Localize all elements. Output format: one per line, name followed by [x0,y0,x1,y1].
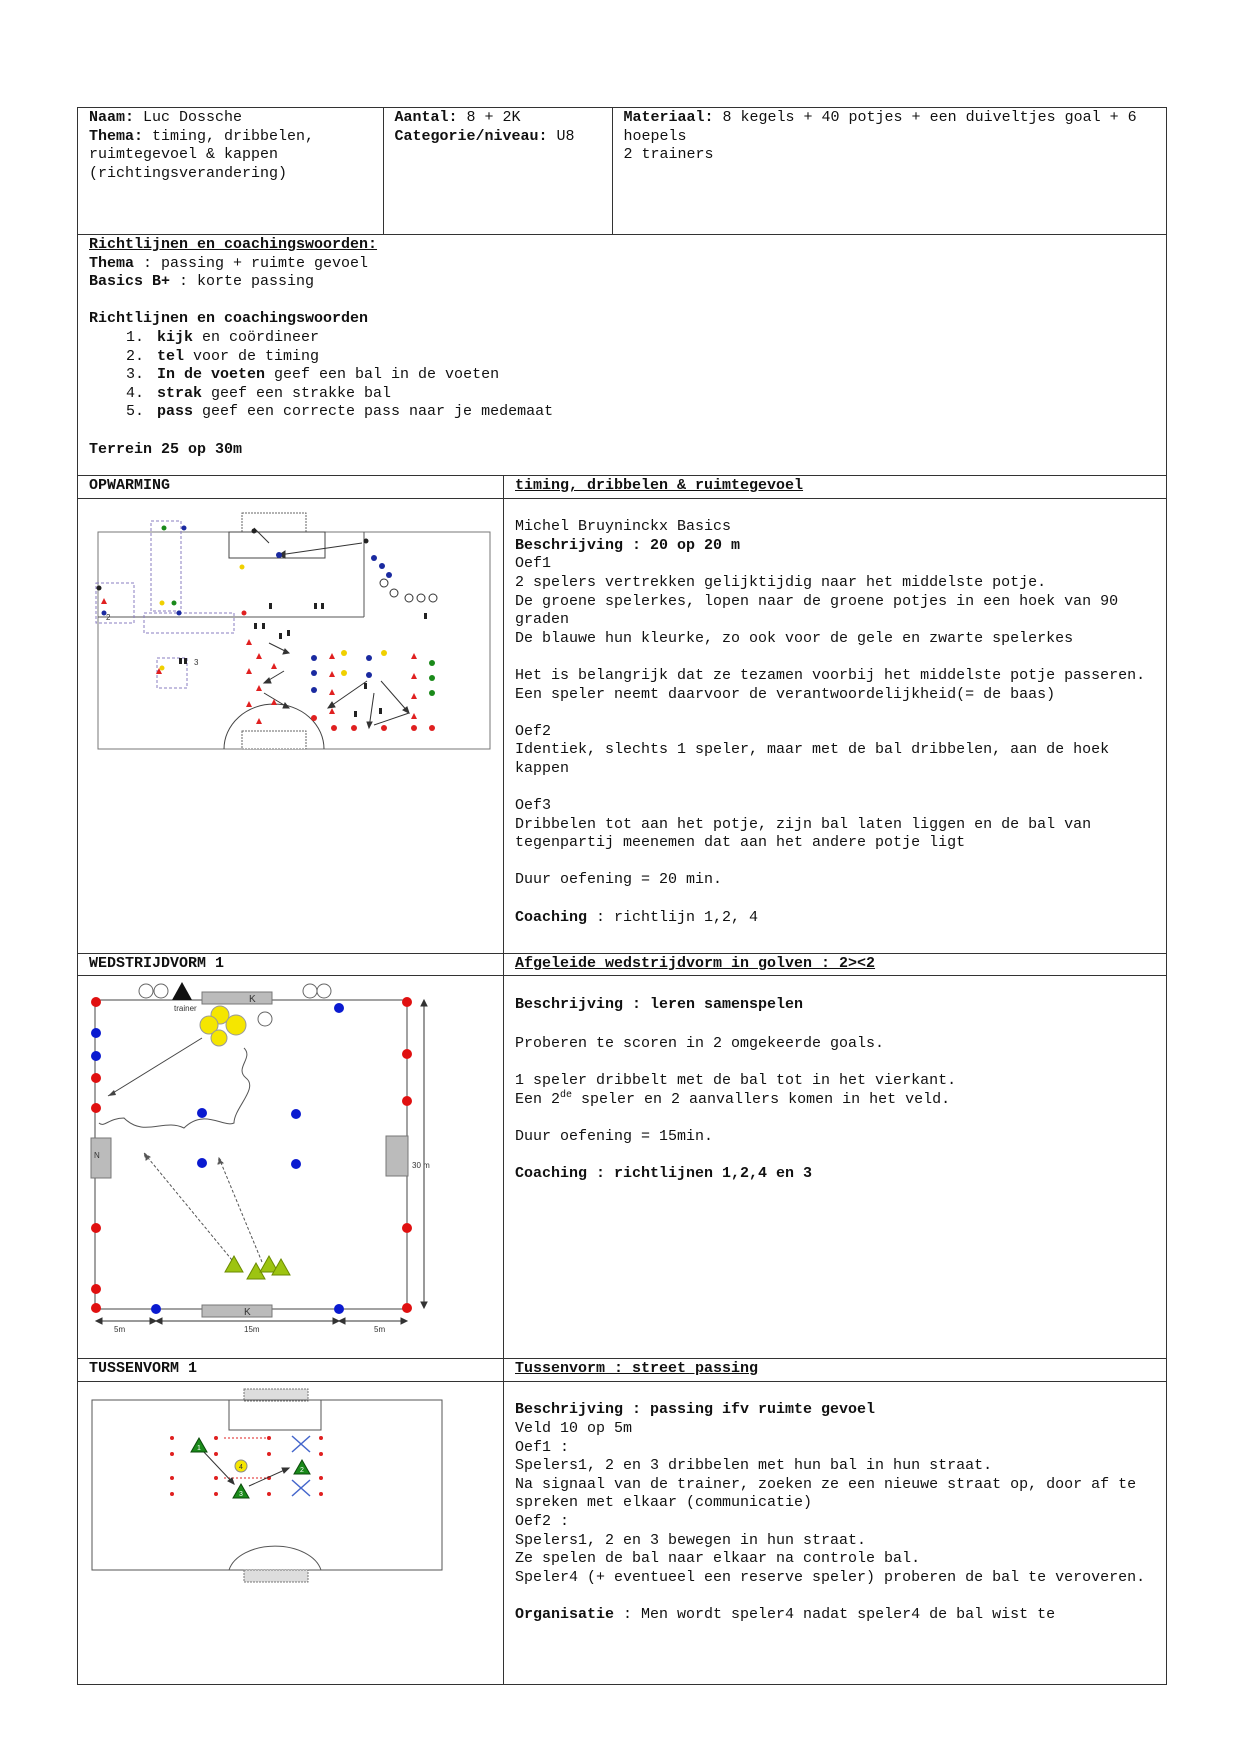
n-label: N [94,1151,100,1161]
header-materiaal-cell [612,108,1166,234]
header-row [78,108,1167,235]
section2-line-3sup: de [560,1089,573,1101]
section2-line-3a: Een 2 [515,1090,561,1108]
naam-label: Naam: [89,109,135,126]
source-line: Michel Bruyninckx Basics [515,518,732,536]
oef1-label: Oef1 [515,555,552,573]
duur-1: Duur oefening = 20 min. [515,871,723,889]
guideline-item: 1. kijk en coördineer [153,329,1155,348]
coaching-text-1: : richtlijn 1,2, 4 [587,908,759,926]
section3-line-2: Na signaal van de trainer, zoeken ze een nieuwe straat op, door af te spreken met elkaar (communicatie) [515,1475,1137,1512]
guidelines-subheading: Richtlijnen en coachingswoorden [89,310,369,328]
section3-oef1: Oef1 : [515,1438,570,1456]
guideline-item: 3. In de voeten geef een bal in de voeten [153,366,1155,385]
section3-line-4: Ze spelen de bal naar elkaar na controle bal. [515,1550,921,1568]
guidelines-thema-text: : passing + ruimte gevoel [134,254,369,272]
section3-line-3: Spelers1, 2 en 3 bewegen in hun straat. [515,1531,867,1549]
trainer-label: trainer [174,1004,197,1014]
diagram-label-2: 2 [106,612,111,622]
veld-line: Veld 10 op 5m [515,1419,633,1437]
guidelines-basics-text: : korte passing [170,273,315,291]
guidelines-basics-label: Basics B+ [89,273,171,291]
section3-line-5: Speler4 (+ eventueel een reserve speler) proberen de bal te veroveren. [515,1568,1146,1586]
section3-oef2: Oef2 : [515,1512,570,1530]
guidelines-cell [78,235,1167,476]
oef3-line: Dribbelen tot aan het potje, zijn bal laten liggen en de bal van tegenpartij meenemen dat aan het andere potje ligt [515,815,1092,852]
beschrijving-3: Beschrijving : passing ifv ruimte gevoel [515,1401,876,1419]
tussenvorm-diagram [84,1386,494,1586]
section2-line-2: 1 speler dribbelt met de bal tot in het vierkant. [515,1072,957,1090]
section2-left-title: WEDSTRIJDVORM 1 [89,954,225,972]
beschrijving-1: Beschrijving : 20 op 20 m [515,536,741,554]
organisatie-text: : Men wordt speler4 nadat speler4 de bal wist te [614,1605,1056,1623]
coaching-label-1: Coaching [515,908,588,926]
opwarming-diagram [84,503,494,753]
guidelines-heading: Richtlijnen en coachingswoorden: [89,236,378,253]
thema-label: Thema: [89,127,144,145]
section2-left-title-cell [78,953,504,976]
player-1-label: 1 [197,1444,201,1452]
section1-diagram-cell [78,498,504,953]
aantal-value: 8 + 2K [466,109,521,126]
section3-diagram-cell [78,1381,504,1684]
materiaal-value: 8 kegels + 40 potjes + een duiveltjes goal + 6 hoepels [623,109,1137,145]
section3-left-title: TUSSENVORM 1 [89,1360,198,1378]
section1-right-title-cell [504,476,1167,499]
header-name-cell [78,108,383,234]
wedstrijdvorm-diagram [84,978,494,1354]
section2-diagram-cell [78,976,504,1359]
oef2-label: Oef2 [515,722,552,740]
section3-text-cell [504,1381,1167,1684]
guidelines-list [89,329,1155,422]
k-top-label: K [249,994,256,1006]
dim-5m-right: 5m [374,1325,386,1335]
guideline-item: 4. strak geef een strakke bal [153,385,1155,404]
oef1-line-3: De blauwe hun kleurke, zo ook voor de gele en zwarte spelerkes [515,629,1074,647]
section3-right-title: Tussenvorm : street passing [515,1360,759,1378]
dim-15m: 15m [244,1325,260,1335]
player-3-label: 3 [239,1490,243,1498]
guideline-item: 2. tel voor de timing [153,348,1155,367]
section2-right-title-cell [504,953,1167,976]
organisatie-label: Organisatie [515,1605,615,1623]
naam-value: Luc Dossche [143,109,243,126]
lesson-table [77,107,1167,1685]
section3-left-title-cell [78,1359,504,1382]
guideline-item: 5. pass geef een correcte pass naar je medemaat [153,403,1155,422]
oef1-line-2: De groene spelerkes, lopen naar de groene potjes in een hoek van 90 graden [515,592,1119,629]
section2-right-title: Afgeleide wedstrijdvorm in golven : 2><2 [515,954,876,972]
materiaal-label: Materiaal: [623,109,714,126]
section1-right-title: timing, dribbelen & ruimtegevoel [515,477,804,494]
categorie-label: Categorie/niveau: [394,127,548,145]
header-aantal-cell [383,108,612,234]
section2-line-3b: speler en 2 aanvallers komen in het veld. [572,1090,951,1108]
section1-text-cell [504,498,1167,953]
oef1-line-4: Het is belangrijk dat ze tezamen voorbij het middelste potje passeren. Een speler neemt daarvoor de verantwoordelijkheid(= de baas) [515,666,1146,703]
diagram-label-3: 3 [194,657,199,667]
lesson-sheet [77,107,1166,1685]
coaching-2: Coaching : richtlijnen 1,2,4 en 3 [515,1165,813,1183]
guidelines-thema-label: Thema [89,254,135,272]
dim-30m: 30 m [412,1161,430,1171]
section3-right-title-cell [504,1359,1167,1382]
oef3-label: Oef3 [515,797,552,815]
section1-left-title: OPWARMING [89,477,171,494]
section1-left-title-cell [78,476,504,499]
player-2-label: 2 [300,1466,304,1474]
duur-2: Duur oefening = 15min. [515,1127,714,1145]
section3-line-1: Spelers1, 2 en 3 dribbelen met hun bal in hun straat. [515,1457,993,1475]
materiaal-value-2: 2 trainers [623,146,714,164]
aantal-label: Aantal: [394,109,458,126]
oef1-line-1: 2 spelers vertrekken gelijktijdig naar het middelste potje. [515,573,1047,591]
categorie-value: U8 [556,127,575,145]
player-4-label: 4 [239,1463,243,1471]
thema-value: timing, dribbelen, ruimtegevoel & kappen (richtingsverandering) [89,127,315,182]
terrein-text: Terrein 25 op 30m [89,440,243,458]
section2-text-cell [504,976,1167,1359]
oef2-line: Identiek, slechts 1 speler, maar met de bal dribbelen, aan de hoek kappen [515,741,1110,777]
dim-5m-left: 5m [114,1325,126,1335]
beschrijving-2: Beschrijving : leren samenspelen [515,995,804,1013]
section2-line-1: Proberen te scoren in 2 omgekeerde goals. [515,1034,885,1052]
k-bottom-label: K [244,1307,251,1319]
